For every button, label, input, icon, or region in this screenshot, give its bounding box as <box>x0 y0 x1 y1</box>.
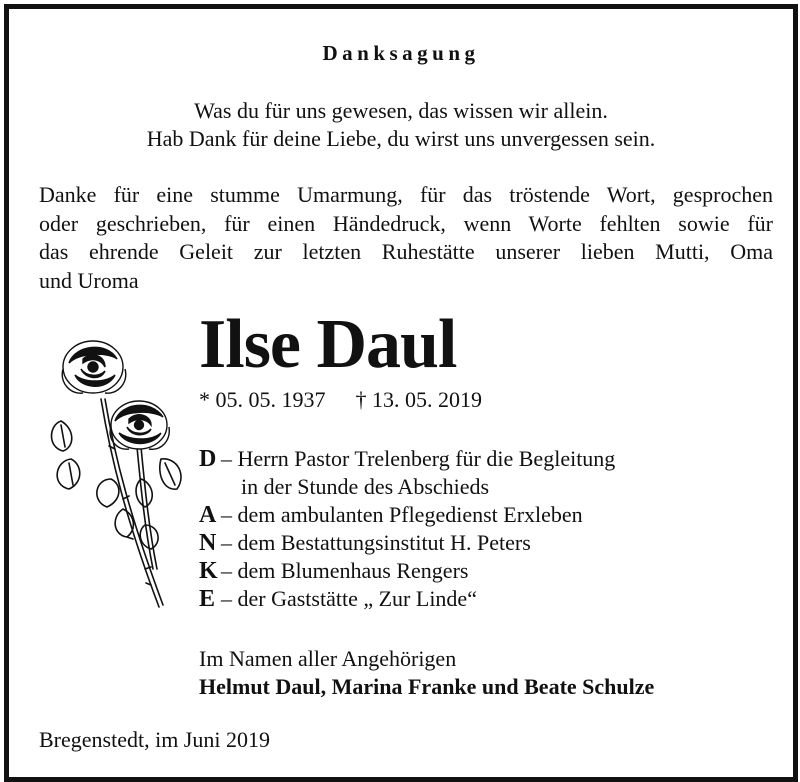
acrostic-text: in der Stunde des Abschieds <box>241 474 490 499</box>
acrostic-text: – dem Blumenhaus Rengers <box>221 558 469 583</box>
acrostic-letter: N <box>199 530 217 556</box>
acrostic-text: – dem Bestattungsinstitut H. Peters <box>221 530 531 555</box>
acrostic-text: – Herrn Pastor Trelenberg für die Begleitung <box>221 446 616 471</box>
notice-title: Danksagung <box>322 41 480 65</box>
signature-names: Helmut Daul, Marina Franke und Beate Schulze <box>199 674 655 699</box>
deceased-name: Ilse Daul <box>199 306 457 383</box>
verse-line: Hab Dank für deine Liebe, du wirst uns unvergessen sein. <box>146 126 656 151</box>
signature-block <box>199 645 654 701</box>
life-dates <box>199 387 482 413</box>
signature-intro: Im Namen aller Angehörigen <box>199 646 457 671</box>
thanks-line: Danke für eine stumme Umarmung, für das tröstende Wort, gesprochen <box>39 182 773 207</box>
acrostic-text: – der Gaststätte „ Zur Linde“ <box>221 586 477 611</box>
acrostic-row <box>199 529 615 557</box>
acrostic-letter: E <box>199 586 216 612</box>
acrostic-row <box>199 557 615 585</box>
roses-illustration-icon <box>41 329 191 615</box>
obituary-notice <box>4 4 798 782</box>
acrostic-row <box>199 585 615 613</box>
thanks-paragraph <box>39 181 773 295</box>
thanks-line: das ehrende Geleit zur letzten Ruhestätte unserer lieben Mutti, Oma <box>39 239 773 264</box>
death-date: † 13. 05. 2019 <box>355 387 482 412</box>
verse-line: Was du für uns gewesen, das wissen wir allein. <box>194 98 608 123</box>
acrostic-row-continuation <box>199 473 615 501</box>
acrostic-text: – dem ambulanten Pflegedienst Erxleben <box>221 502 583 527</box>
acrostic-letter: A <box>199 502 217 528</box>
thanks-acrostic <box>199 445 615 613</box>
thanks-line: und Uroma <box>39 267 139 293</box>
thanks-line: oder geschrieben, für einen Händedruck, wenn Worte fehlten sowie für <box>39 210 773 236</box>
acrostic-letter: D <box>199 446 217 472</box>
verse <box>9 97 793 153</box>
acrostic-row <box>199 501 615 529</box>
acrostic-row <box>199 445 615 473</box>
place-date: Bregenstedt, im Juni 2019 <box>39 727 270 752</box>
acrostic-letter: K <box>199 558 218 584</box>
birth-date: * 05. 05. 1937 <box>199 387 326 412</box>
